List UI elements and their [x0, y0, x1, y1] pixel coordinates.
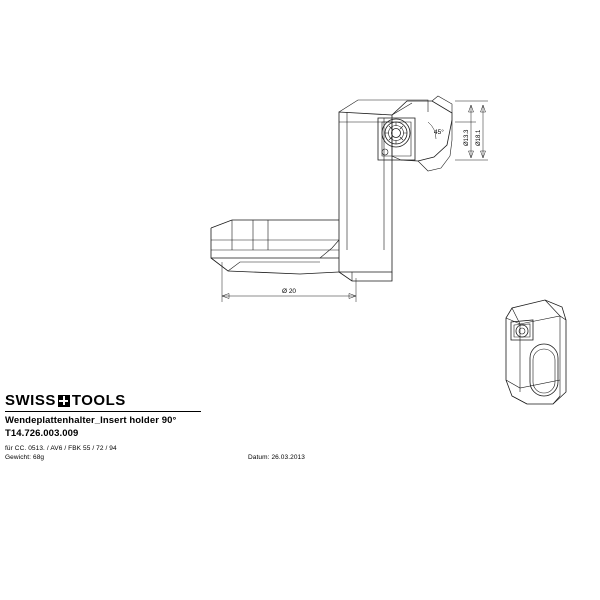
- brand-logo: [5, 393, 335, 408]
- date-label: Datum: 26.03.2013: [248, 454, 305, 462]
- title-divider: [5, 411, 201, 412]
- part-number: T14.726.003.009: [5, 427, 79, 439]
- title-block: [5, 393, 335, 463]
- iso-view-geometry: [506, 300, 566, 404]
- weight-label: Gewicht: 68g: [5, 454, 45, 462]
- dim-angle-text: 45°: [434, 129, 444, 136]
- part-description: Wendeplattenhalter_Insert holder 90°: [5, 415, 177, 426]
- dim-vertical-right-text: Ø18.1: [476, 129, 482, 146]
- main-view-geometry: [211, 96, 452, 281]
- brand-text-tools: TOOLS: [71, 392, 126, 409]
- dim-horizontal-text: Ø 20: [281, 288, 297, 295]
- swiss-cross-icon: [58, 395, 70, 407]
- brand-text-swiss: SWISS: [5, 392, 56, 409]
- dim-vertical-left-text: Ø13.3: [464, 129, 470, 146]
- compatibility-label: für CC. 0513. / AV6 / FBK 55 / 72 / 94: [5, 444, 117, 452]
- meta-rows: [5, 444, 335, 464]
